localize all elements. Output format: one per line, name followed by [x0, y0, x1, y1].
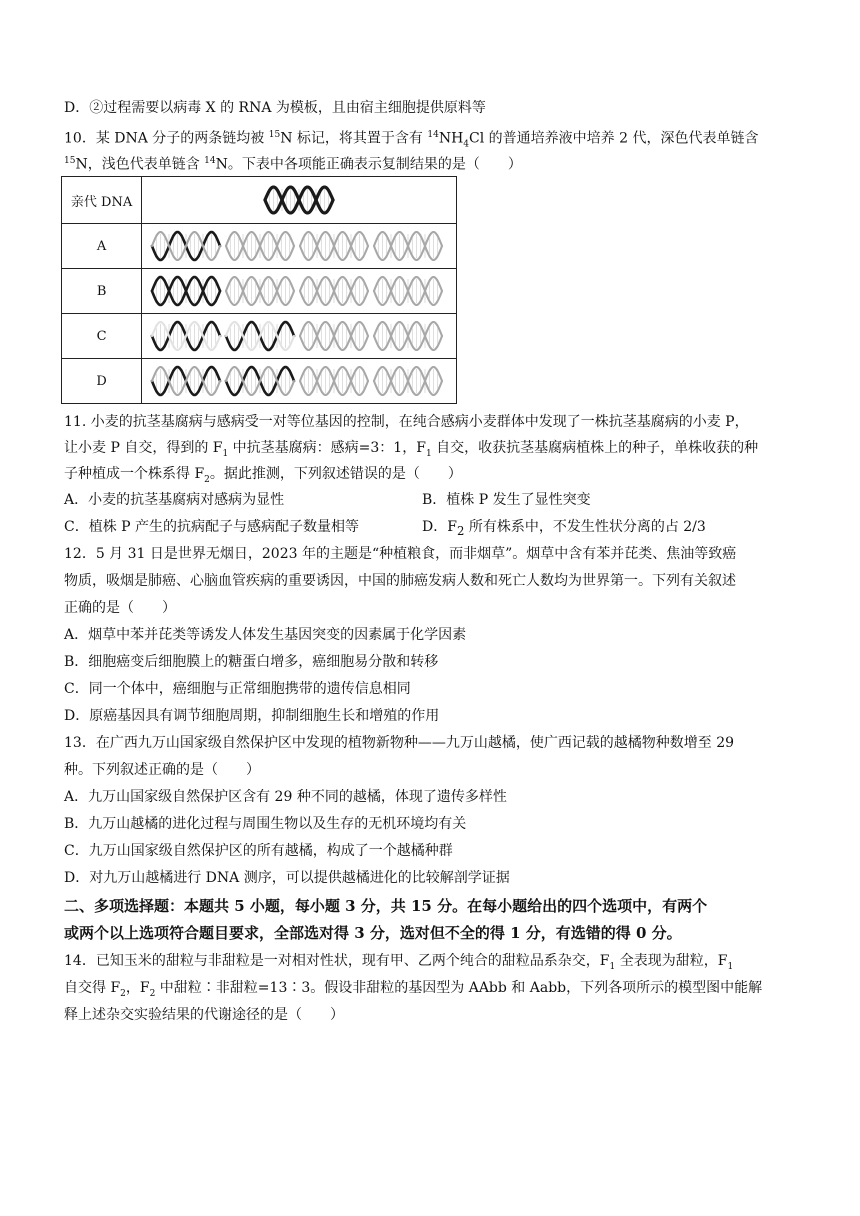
row-c-helix-3 — [298, 318, 370, 354]
row-c-helix-4 — [372, 318, 444, 354]
q11-option-b: B．植株 P 发生了显性突变 — [422, 492, 591, 508]
row-label-c: C — [62, 314, 142, 359]
row-b-helix-4 — [372, 273, 444, 309]
row-a-helix-1 — [150, 228, 222, 264]
section2-heading-line1: 二、多项选择题：本题共 5 小题，每小题 3 分，共 15 分。在每小题给出的四个选项中，有两个 — [64, 897, 708, 915]
parent-dna-cell — [142, 177, 457, 224]
q10-stem-line1: 10．某 DNA 分子的两条链均被 $^{15}$N 标记，将其置于含有 $^{14}NH_4Cl$ 的普通培养液中培养 2 代，深色代表单链含 — [64, 130, 759, 150]
q13-option-b: B．九万山越橘的进化过程与周围生物以及生存的无机环境均有关 — [64, 816, 467, 832]
row-a-helix-3 — [298, 228, 370, 264]
row-a-helices — [142, 224, 457, 269]
row-a-helix-2 — [224, 228, 296, 264]
row-d-helix-3 — [298, 363, 370, 399]
q14-stem-line2: 自交得 $F_2$，$F_2$ 中甜粒∶非甜粒=13∶3。假设非甜粒的基因型为 AAbb 和 Aabb，下列各项所示的模型图中能解 — [64, 980, 763, 999]
q12-stem-line3: 正确的是（ ） — [64, 600, 176, 616]
row-b-helices — [142, 269, 457, 314]
q11-stem-line2: 让小麦 P 自交，得到的 $F_1$ 中抗茎基腐病：感病=3：1，$F_1$ 自交，收获抗茎基腐病植株上的种子，单株收获的种 — [64, 440, 759, 459]
row-d-helices — [142, 359, 457, 404]
q9-option-d: D．②过程需要以病毒 X 的 RNA 为模板，且由宿主细胞提供原料等 — [64, 100, 486, 116]
q12-option-a: A．烟草中苯并芘类等诱发人体发生基因突变的因素属于化学因素 — [64, 627, 467, 643]
q11-option-c: C．植株 P 产生的抗病配子与感病配子数量相等 — [64, 519, 360, 535]
q12-stem-line2: 物质，吸烟是肺癌、心脑血管疾病的重要诱因，中国的肺癌发病人数和死亡人数均为世界第一。下列有关叙述 — [64, 573, 736, 589]
row-label-d: D — [62, 359, 142, 404]
row-c-helices — [142, 314, 457, 359]
row-b-helix-1 — [150, 273, 222, 309]
q11-option-d: D．$F_2$ 所有株系中，不发生性状分离的占 2/3 — [422, 519, 706, 538]
q11-stem-line3: 子种植成一个株系得 $F_2$。据此推测，下列叙述错误的是（ ） — [64, 466, 462, 485]
section2-heading-line2: 或两个以上选项符合题目要求，全部选对得 3 分，选对但不全的得 1 分，有选错的得 0 分。 — [64, 924, 682, 942]
row-b-helix-3 — [298, 273, 370, 309]
q13-option-d: D．对九万山越橘进行 DNA 测序，可以提供越橘进化的比较解剖学证据 — [64, 870, 510, 886]
q10-stem-line2: $^{15}$N，浅色代表单链含 $^{14}$N。下表中各项能正确表示复制结果的是（ ） — [64, 156, 522, 173]
parent-helix-image — [263, 183, 335, 217]
table-row-parent — [62, 177, 457, 224]
row-label-a: A — [62, 224, 142, 269]
q12-option-b: B．细胞癌变后细胞膜上的糖蛋白增多，癌细胞易分散和转移 — [64, 654, 439, 670]
parent-dna-label: 亲代 DNA — [62, 177, 142, 224]
table-row-d — [62, 359, 457, 404]
q12-option-c: C．同一个体中，癌细胞与正常细胞携带的遗传信息相同 — [64, 681, 411, 697]
q11-stem-line1: 11. 小麦的抗茎基腐病与感病受一对等位基因的控制，在纯合感病小麦群体中发现了一株抗茎基腐病的小麦 P， — [64, 414, 749, 430]
row-label-b: B — [62, 269, 142, 314]
row-d-helix-1 — [150, 363, 222, 399]
q13-option-a: A．九万山国家级自然保护区含有 29 种不同的越橘，体现了遗传多样性 — [64, 789, 507, 805]
q14-stem-line3: 释上述杂交实验结果的代谢途径的是（ ） — [64, 1007, 344, 1023]
q11-option-a: A．小麦的抗茎基腐病对感病为显性 — [64, 492, 285, 508]
row-c-helix-1 — [150, 318, 222, 354]
q13-stem-line1: 13．在广西九万山国家级自然保护区中发现的植物新物种——九万山越橘，使广西记载的越橘物种数增至 29 — [64, 735, 735, 751]
row-b-helix-2 — [224, 273, 296, 309]
row-d-helix-4 — [372, 363, 444, 399]
q13-option-c: C．九万山国家级自然保护区的所有越橘，构成了一个越橘种群 — [64, 843, 453, 859]
table-row-a — [62, 224, 457, 269]
q12-stem-line1: 12．5 月 31 日是世界无烟日，2023 年的主题是“种植粮食，而非烟草”。烟草中含有苯并芘类、焦油等致癌 — [64, 546, 737, 562]
table-row-c — [62, 314, 457, 359]
q13-stem-line2: 种。下列叙述正确的是（ ） — [64, 762, 260, 778]
table-row-b — [62, 269, 457, 314]
row-a-helix-4 — [372, 228, 444, 264]
row-c-helix-2 — [224, 318, 296, 354]
row-d-helix-2 — [224, 363, 296, 399]
dna-replication-table — [61, 176, 457, 404]
q12-option-d: D．原癌基因具有调节细胞周期，抑制细胞生长和增殖的作用 — [64, 708, 440, 724]
q14-stem-line1: 14．已知玉米的甜粒与非甜粒是一对相对性状，现有甲、乙两个纯合的甜粒品系杂交，$F_1$ 全表现为甜粒，$F_1$ — [64, 953, 734, 972]
